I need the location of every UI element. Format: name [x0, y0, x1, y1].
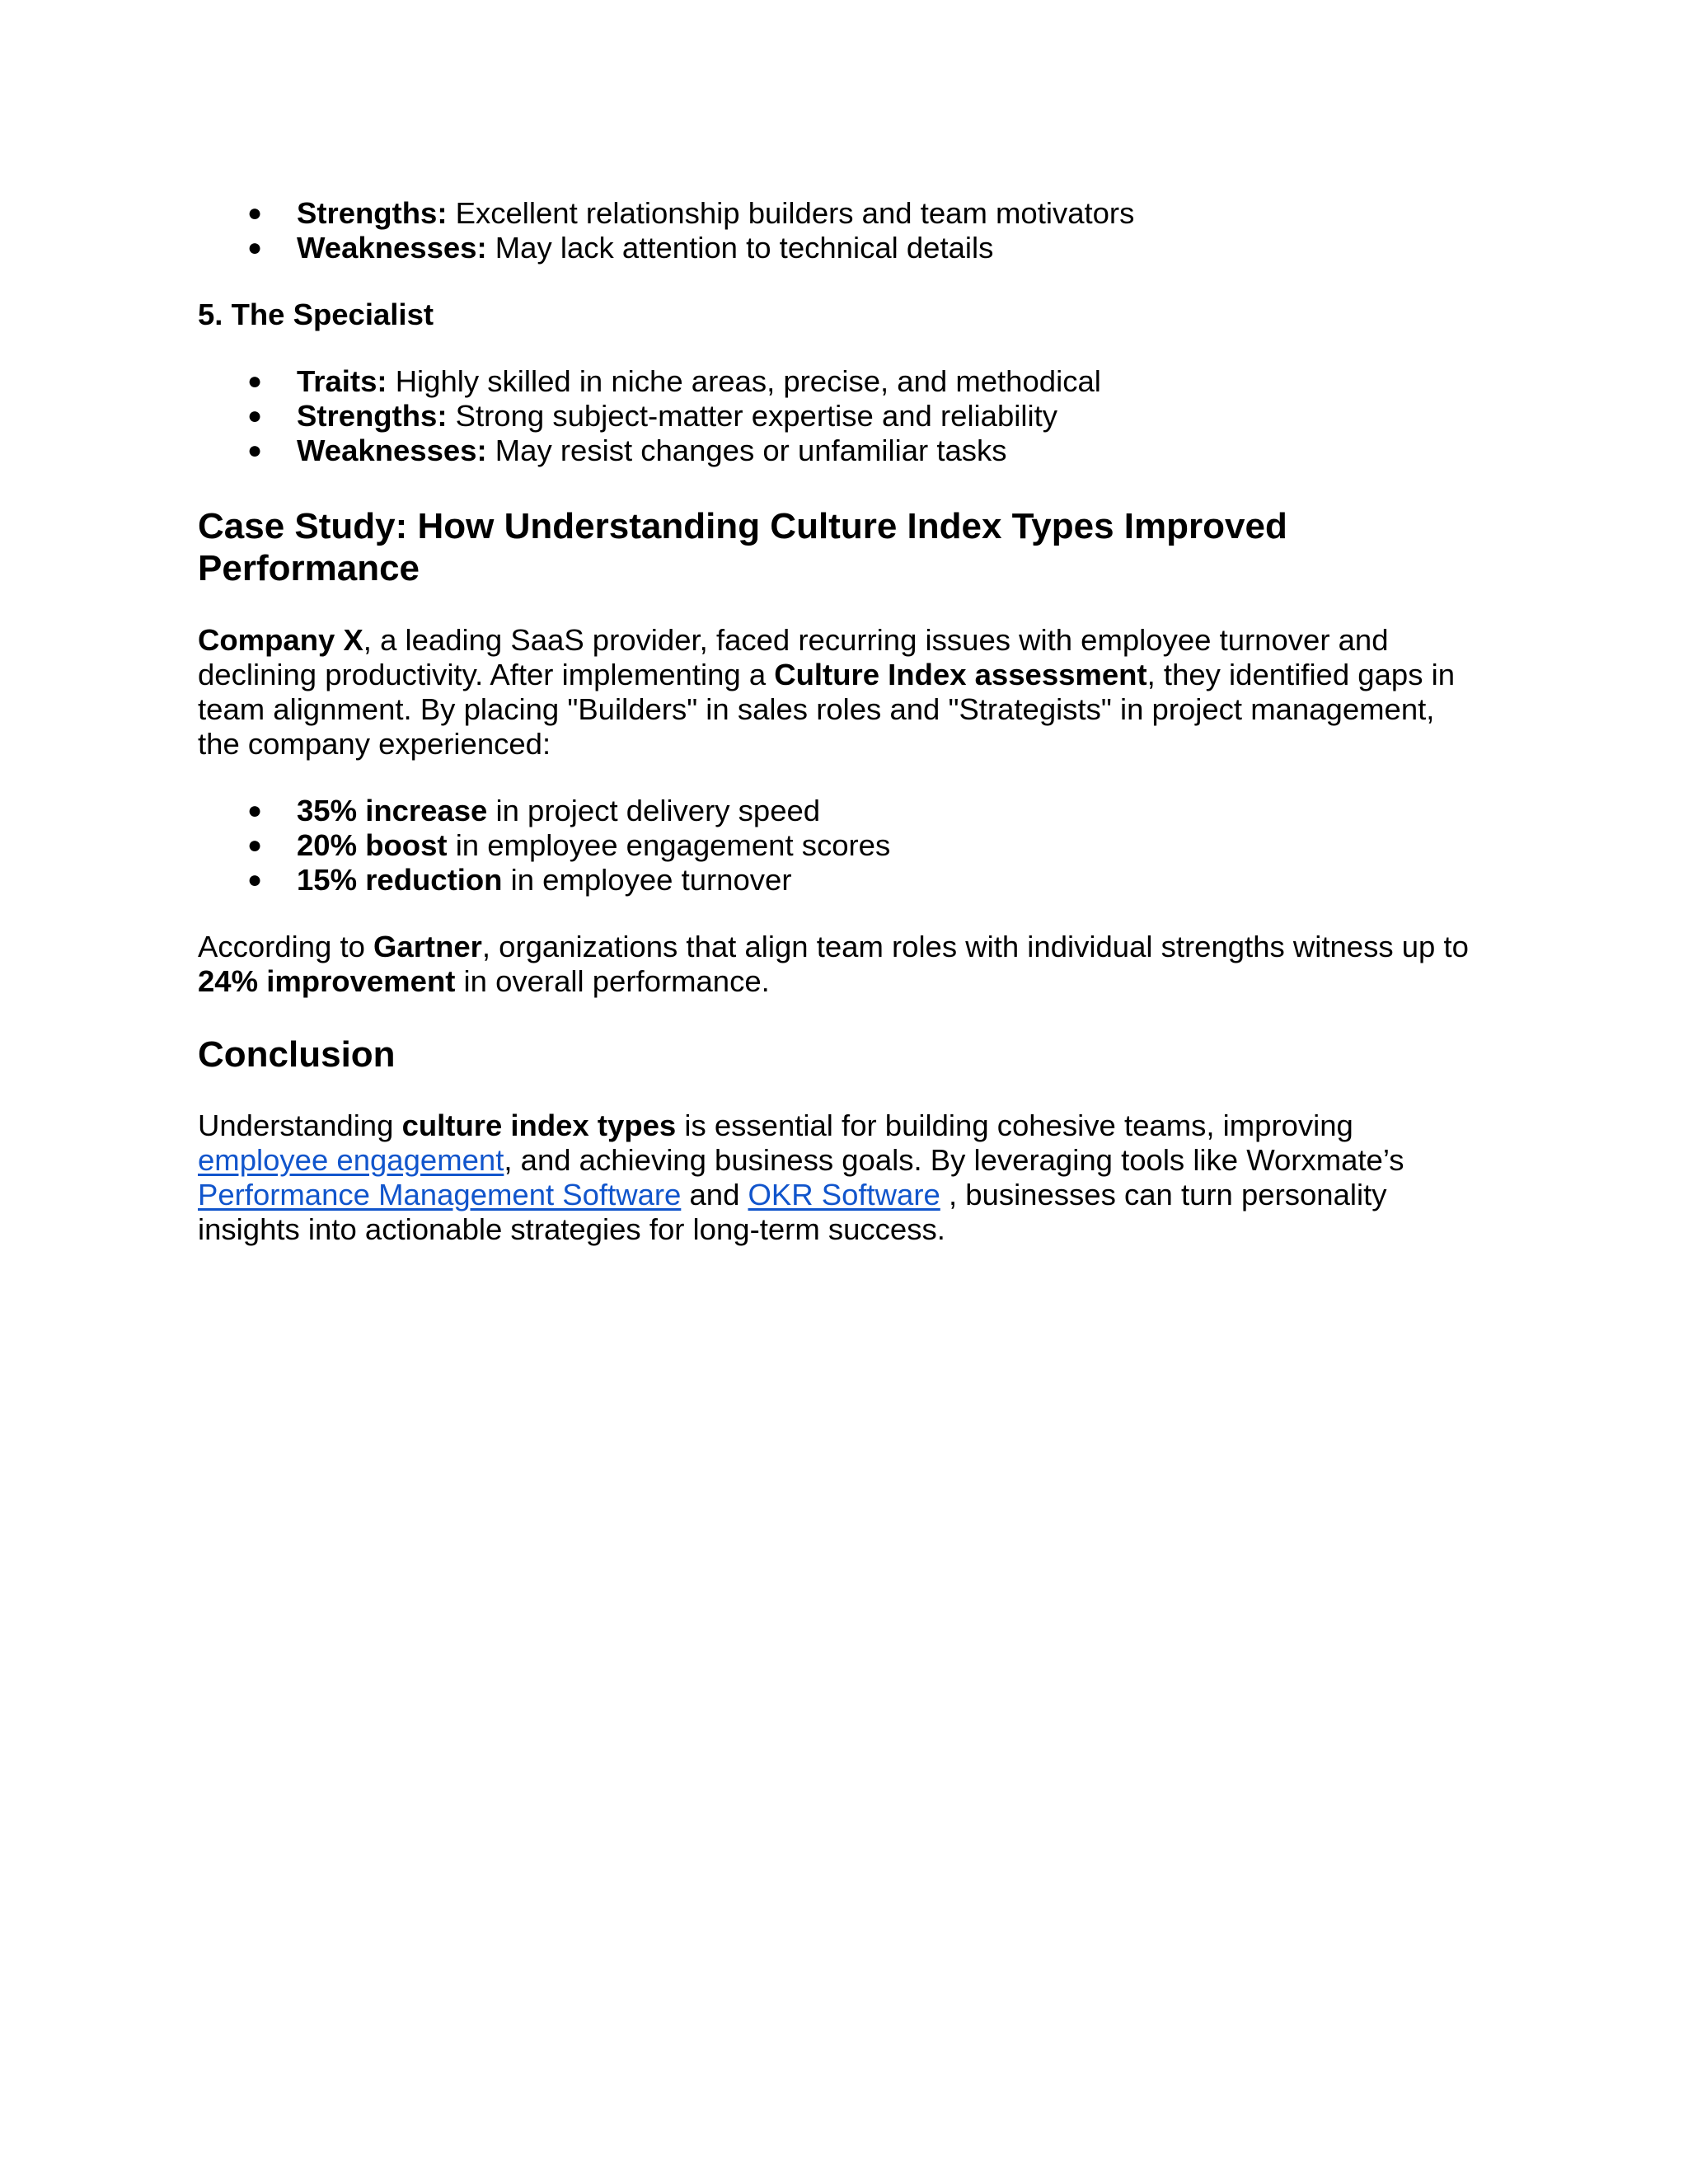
- list-item: [198, 399, 1484, 434]
- list-item: [198, 828, 1484, 863]
- bullet-icon: ●: [247, 437, 263, 464]
- paragraph-text: and: [681, 1178, 748, 1212]
- list-item: [198, 196, 1484, 231]
- bullet-icon: ●: [247, 368, 263, 395]
- case-study-paragraph: [198, 623, 1484, 762]
- bullet-icon: ●: [247, 402, 263, 429]
- gartner-paragraph: [198, 930, 1484, 999]
- item-text: in project delivery speed: [487, 794, 821, 827]
- list-item: [198, 434, 1484, 468]
- list-item: [198, 231, 1484, 265]
- paragraph-text: , businesses can turn personality insights into actionable strategies for long-term success.: [198, 1178, 1387, 1246]
- item-label: Weaknesses:: [297, 434, 487, 467]
- bullet-icon: ●: [247, 866, 263, 893]
- bullet-icon: ●: [247, 832, 263, 859]
- item-label: 20% boost: [297, 828, 448, 862]
- paragraph-text: , they identified gaps in team alignment. By placing "Builders" in sales roles and "Strategists" in project management, the company experienced:: [198, 658, 1455, 761]
- bullet-icon: ●: [247, 234, 263, 261]
- item-label: Weaknesses:: [297, 231, 487, 265]
- conclusion-paragraph: [198, 1108, 1484, 1247]
- item-text: Excellent relationship builders and team motivators: [447, 196, 1135, 230]
- company-name: Company X: [198, 623, 363, 657]
- paragraph-text: in overall performance.: [455, 964, 770, 998]
- document-page: [198, 196, 1484, 1247]
- item-label: Traits:: [297, 364, 387, 398]
- item-label: 35% increase: [297, 794, 488, 827]
- item-label: Strengths:: [297, 196, 448, 230]
- assessment-name: Culture Index assessment: [774, 658, 1147, 691]
- employee-engagement-link[interactable]: employee engagement: [198, 1143, 504, 1177]
- paragraph-text: , and achieving business goals. By leveraging tools like Worxmate’s: [504, 1143, 1404, 1177]
- conclusion-heading: Conclusion: [198, 1034, 396, 1075]
- bullet-icon: ●: [247, 199, 263, 227]
- personality-type-list: [198, 196, 1484, 265]
- list-item: [198, 863, 1484, 898]
- performance-management-software-link[interactable]: Performance Management Software: [198, 1178, 682, 1212]
- item-text: in employee turnover: [502, 863, 792, 897]
- list-item: [198, 364, 1484, 399]
- list-item: [198, 794, 1484, 828]
- item-label: 15% reduction: [297, 863, 503, 897]
- item-text: Highly skilled in niche areas, precise, and methodical: [387, 364, 1101, 398]
- item-label: Strengths:: [297, 399, 448, 433]
- case-study-heading: Case Study: How Understanding Culture Index Types Improved Performance: [198, 506, 1287, 588]
- okr-software-link[interactable]: OKR Software: [748, 1178, 940, 1212]
- paragraph-text: Understanding: [198, 1108, 402, 1142]
- bullet-icon: ●: [247, 797, 263, 824]
- specialist-heading: 5. The Specialist: [198, 298, 434, 331]
- item-text: in employee engagement scores: [447, 828, 891, 862]
- item-text: May lack attention to technical details: [486, 231, 994, 265]
- stat-highlight: 24% improvement: [198, 964, 456, 998]
- paragraph-text: , organizations that align team roles with individual strengths witness up to: [481, 930, 1469, 963]
- paragraph-text: According to: [198, 930, 374, 963]
- results-list: [198, 794, 1484, 898]
- source-name: Gartner: [373, 930, 482, 963]
- paragraph-text: is essential for building cohesive teams, improving: [676, 1108, 1353, 1142]
- paragraph-text: , a leading SaaS provider, faced recurring issues with employee turnover and declining productivity. After implementing a: [198, 623, 1389, 691]
- item-text: Strong subject-matter expertise and reliability: [447, 399, 1057, 433]
- specialist-list: [198, 364, 1484, 468]
- keyword: culture index types: [401, 1108, 677, 1142]
- item-text: May resist changes or unfamiliar tasks: [486, 434, 1007, 467]
